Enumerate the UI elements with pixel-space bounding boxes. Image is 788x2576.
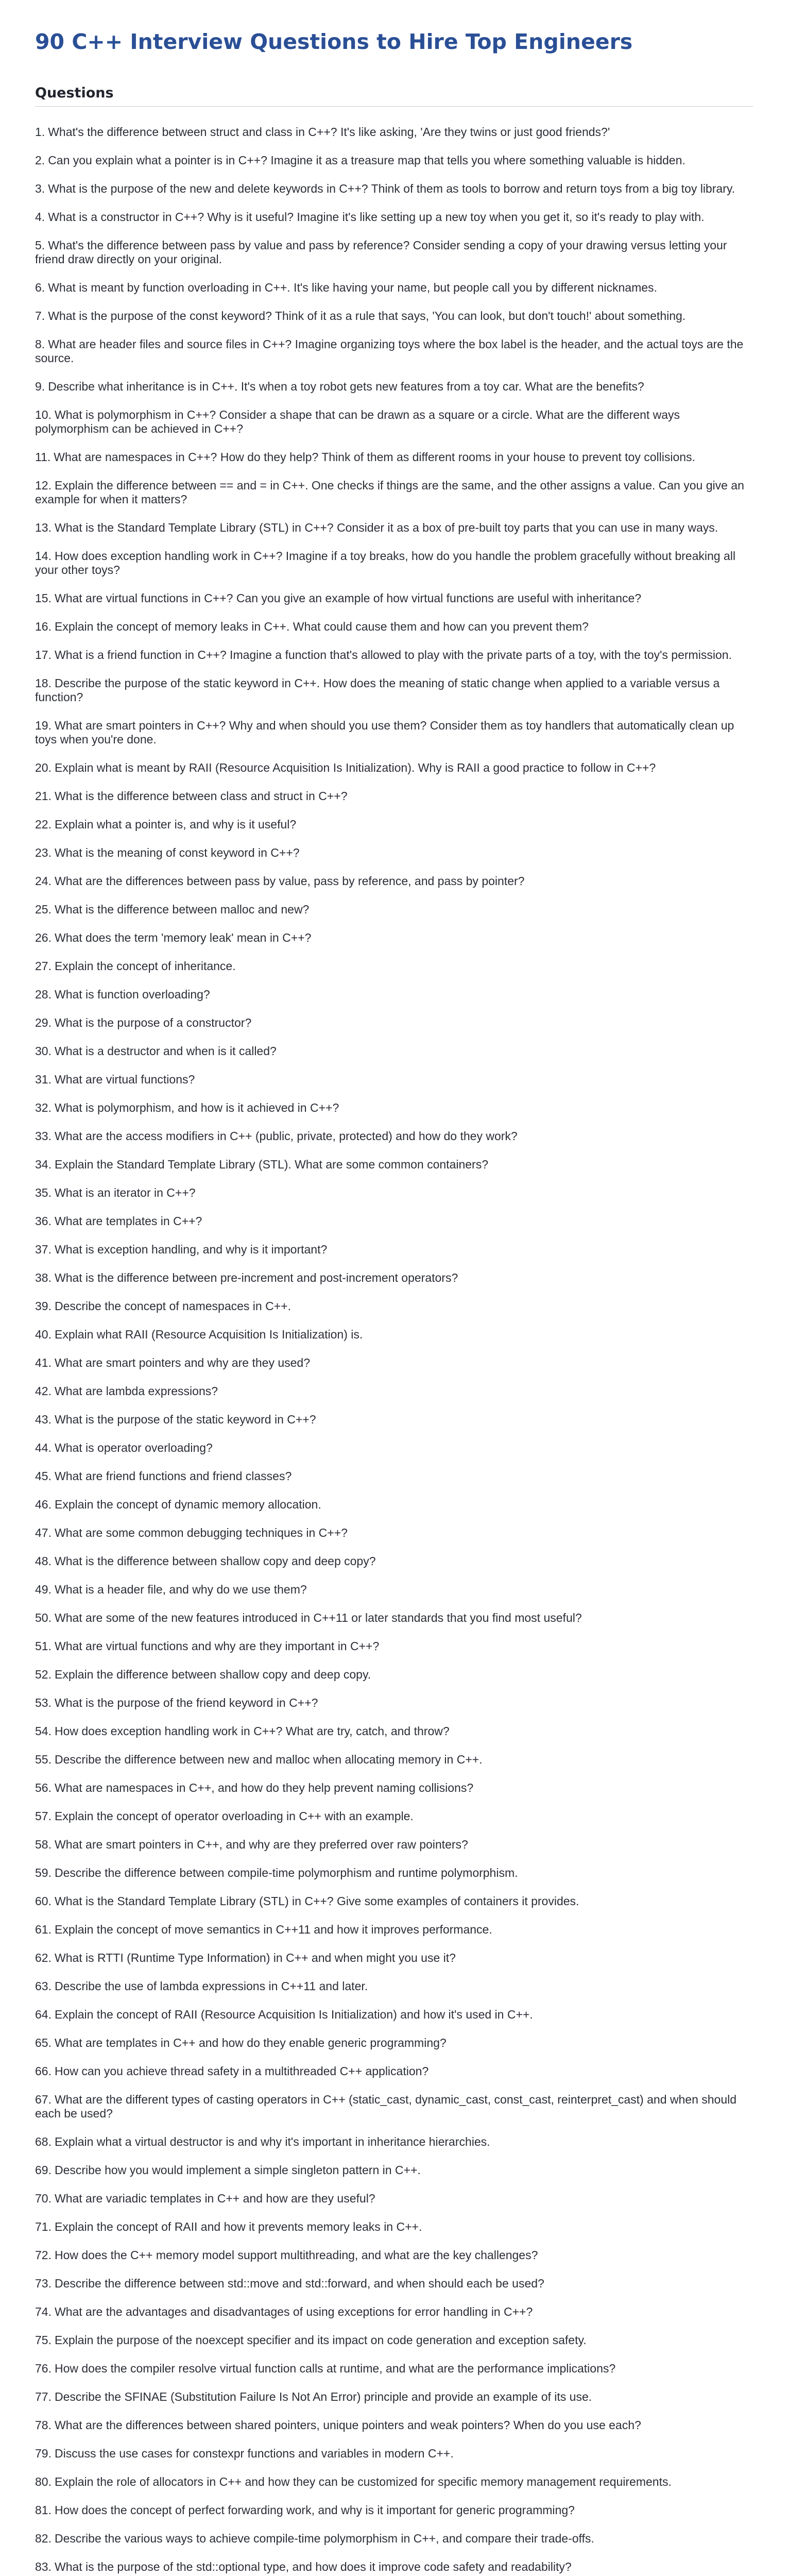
question-number: 39. bbox=[35, 1299, 52, 1313]
question-number: 37. bbox=[35, 1243, 52, 1257]
question-text: Explain what a pointer is, and why is it useful? bbox=[54, 818, 297, 832]
question-item bbox=[35, 1611, 753, 1625]
question-item bbox=[35, 789, 753, 803]
question-item bbox=[35, 1526, 753, 1540]
question-item bbox=[35, 959, 753, 973]
question-number: 12. bbox=[35, 479, 52, 493]
question-item bbox=[35, 210, 753, 224]
question-text: Can you explain what a pointer is in C++? Imagine it as a treasure map that tells you where something valuable is hidden. bbox=[48, 154, 686, 167]
question-number: 59. bbox=[35, 1866, 52, 1880]
question-item bbox=[35, 2008, 753, 2022]
question-text: What is the difference between pre-increment and post-increment operators? bbox=[54, 1271, 458, 1285]
question-text: What is the purpose of the std::optional type, and how does it improve code safety and readability? bbox=[54, 2560, 572, 2574]
question-item bbox=[35, 2064, 753, 2078]
question-item bbox=[35, 125, 753, 139]
question-text: What are namespaces in C++? How do they help? Think of them as different rooms in your house to prevent toy collisions. bbox=[54, 450, 695, 464]
question-text: What are lambda expressions? bbox=[54, 1384, 218, 1398]
question-item bbox=[35, 281, 753, 295]
question-number: 15. bbox=[35, 591, 52, 605]
question-text: Describe what inheritance is in C++. It's when a toy robot gets new features from a toy car. What are the benefits? bbox=[48, 380, 644, 394]
question-item bbox=[35, 591, 753, 605]
question-item bbox=[35, 1639, 753, 1653]
question-text: Explain the purpose of the noexcept specifier and its impact on code generation and exception safety. bbox=[54, 2333, 587, 2347]
question-text: Explain the concept of memory leaks in C++. What could cause them and how can you prevent them? bbox=[54, 620, 589, 634]
question-text: Describe the purpose of the static keyword in C++. How does the meaning of static change when applied to a variable versus a function? bbox=[35, 676, 720, 704]
question-number: 41. bbox=[35, 1356, 52, 1370]
question-text: Describe the concept of namespaces in C++. bbox=[54, 1299, 291, 1313]
question-text: What are smart pointers in C++? Why and when should you use them? Consider them as toy handlers that automatically clean up toys when you're done. bbox=[35, 719, 734, 747]
question-item bbox=[35, 1724, 753, 1738]
question-item bbox=[35, 1809, 753, 1823]
question-text: What is the meaning of const keyword in C++? bbox=[54, 846, 300, 860]
question-text: Explain what is meant by RAII (Resource Acquisition Is Initialization). Why is RAII a good practice to follow in C++? bbox=[54, 761, 656, 775]
question-text: Discuss the use cases for constexpr functions and variables in modern C++. bbox=[54, 2447, 454, 2461]
question-text: Explain the concept of move semantics in C++11 and how it improves performance. bbox=[54, 1923, 492, 1937]
question-text: What is RTTI (Runtime Type Information) in C++ and when might you use it? bbox=[54, 1951, 456, 1965]
question-number: 77. bbox=[35, 2390, 52, 2404]
question-number: 23. bbox=[35, 846, 52, 860]
question-text: What are the different types of casting operators in C++ (static_cast, dynamic_cast, const_cast, reinterpret_cast) and when should each be used? bbox=[35, 2093, 737, 2121]
question-text: Explain the concept of RAII (Resource Acquisition Is Initialization) and how it's used in C++. bbox=[54, 2008, 533, 2022]
question-item bbox=[35, 1214, 753, 1228]
question-item bbox=[35, 2220, 753, 2234]
question-text: What does the term 'memory leak' mean in C++? bbox=[54, 931, 312, 945]
question-text: What's the difference between struct and class in C++? It's like asking, 'Are they twins or just good friends?' bbox=[48, 125, 610, 139]
question-number: 63. bbox=[35, 1979, 52, 1993]
question-number: 35. bbox=[35, 1186, 52, 1200]
question-item bbox=[35, 2277, 753, 2291]
question-number: 56. bbox=[35, 1781, 52, 1795]
question-item bbox=[35, 2418, 753, 2432]
question-number: 80. bbox=[35, 2475, 52, 2489]
question-text: How does the C++ memory model support multithreading, and what are the key challenges? bbox=[54, 2248, 538, 2262]
question-item bbox=[35, 1158, 753, 1172]
question-number: 18. bbox=[35, 676, 52, 690]
page-title: 90 C++ Interview Questions to Hire Top Engineers bbox=[35, 29, 633, 54]
question-number: 50. bbox=[35, 1611, 52, 1625]
question-number: 1. bbox=[35, 125, 45, 139]
question-text: What are virtual functions in C++? Can you give an example of how virtual functions are useful with inheritance? bbox=[54, 591, 642, 605]
question-text: What are the differences between pass by value, pass by reference, and pass by pointer? bbox=[54, 874, 525, 888]
question-item bbox=[35, 1328, 753, 1342]
question-item bbox=[35, 818, 753, 832]
question-number: 22. bbox=[35, 818, 52, 832]
question-number: 65. bbox=[35, 2036, 52, 2050]
question-number: 60. bbox=[35, 1894, 52, 1908]
question-number: 10. bbox=[35, 408, 52, 422]
question-number: 69. bbox=[35, 2163, 52, 2177]
question-number: 29. bbox=[35, 1016, 52, 1030]
question-number: 78. bbox=[35, 2418, 52, 2432]
question-item bbox=[35, 2532, 753, 2546]
question-item bbox=[35, 1186, 753, 1200]
question-text: What are some common debugging techniques in C++? bbox=[54, 1526, 348, 1540]
question-text: What is the Standard Template Library (STL) in C++? Consider it as a box of pre-built toy parts that you can use in many ways. bbox=[54, 521, 718, 535]
question-text: What's the difference between pass by value and pass by reference? Consider sending a copy of your drawing versus letting your friend draw directly on your original. bbox=[35, 239, 727, 266]
question-item bbox=[35, 1668, 753, 1682]
question-text: Describe the difference between compile-time polymorphism and runtime polymorphism. bbox=[54, 1866, 518, 1880]
question-number: 48. bbox=[35, 1554, 52, 1568]
question-number: 20. bbox=[35, 761, 52, 775]
question-item bbox=[35, 903, 753, 917]
question-number: 11. bbox=[35, 450, 51, 464]
question-text: Describe the various ways to achieve compile-time polymorphism in C++, and compare their trade-offs. bbox=[54, 2532, 594, 2546]
question-item bbox=[35, 239, 753, 266]
question-item bbox=[35, 719, 753, 747]
question-number: 14. bbox=[35, 549, 52, 563]
question-text: Explain the Standard Template Library (STL). What are some common containers? bbox=[54, 1158, 489, 1172]
question-text: What are variadic templates in C++ and how are they useful? bbox=[54, 2192, 375, 2206]
question-text: What are the advantages and disadvantages of using exceptions for error handling in C++? bbox=[54, 2305, 533, 2319]
question-item bbox=[35, 761, 753, 775]
question-number: 8. bbox=[35, 337, 45, 351]
question-text: Describe the difference between std::move and std::forward, and when should each be used? bbox=[54, 2277, 544, 2291]
question-number: 75. bbox=[35, 2333, 52, 2347]
question-number: 17. bbox=[35, 648, 52, 662]
question-number: 32. bbox=[35, 1101, 52, 1115]
question-number: 62. bbox=[35, 1951, 52, 1965]
question-number: 67. bbox=[35, 2093, 52, 2107]
question-item bbox=[35, 1271, 753, 1285]
question-number: 82. bbox=[35, 2532, 52, 2546]
question-text: What is polymorphism in C++? Consider a shape that can be drawn as a square or a circle. What are the different ways polymorphism can be achieved in C++? bbox=[35, 408, 680, 436]
question-item bbox=[35, 1923, 753, 1937]
question-text: How does exception handling work in C++? Imagine if a toy breaks, how do you handle the problem gracefully without breaking all your other toys? bbox=[35, 549, 735, 577]
question-item bbox=[35, 2305, 753, 2319]
question-item bbox=[35, 1243, 753, 1257]
section-heading: Questions bbox=[35, 85, 753, 107]
question-text: What is an iterator in C++? bbox=[54, 1186, 196, 1200]
question-number: 24. bbox=[35, 874, 52, 888]
question-text: Describe the use of lambda expressions in C++11 and later. bbox=[54, 1979, 368, 1993]
question-item bbox=[35, 1299, 753, 1313]
question-number: 74. bbox=[35, 2305, 52, 2319]
question-text: What is the difference between shallow copy and deep copy? bbox=[54, 1554, 376, 1568]
question-item bbox=[35, 676, 753, 704]
question-text: What are some of the new features introduced in C++11 or later standards that you find most useful? bbox=[54, 1611, 582, 1625]
question-number: 52. bbox=[35, 1668, 52, 1682]
question-item bbox=[35, 408, 753, 436]
question-item bbox=[35, 988, 753, 1002]
question-number: 70. bbox=[35, 2192, 52, 2206]
question-number: 30. bbox=[35, 1044, 52, 1058]
question-item bbox=[35, 549, 753, 577]
question-text: What is the purpose of the static keyword in C++? bbox=[54, 1413, 316, 1427]
question-number: 83. bbox=[35, 2560, 52, 2574]
question-item bbox=[35, 1894, 753, 1908]
question-text: Explain what RAII (Resource Acquisition Is Initialization) is. bbox=[54, 1328, 363, 1342]
question-item bbox=[35, 1781, 753, 1795]
question-item bbox=[35, 931, 753, 945]
question-number: 4. bbox=[35, 210, 45, 224]
question-text: What is the purpose of the const keyword? Think of it as a rule that says, 'You can look, but don't touch!' about something. bbox=[48, 309, 686, 323]
question-text: What is operator overloading? bbox=[54, 1441, 213, 1455]
question-text: Explain the concept of RAII and how it prevents memory leaks in C++. bbox=[54, 2220, 422, 2234]
question-number: 43. bbox=[35, 1413, 52, 1427]
question-item bbox=[35, 2135, 753, 2149]
question-number: 25. bbox=[35, 903, 52, 917]
question-item bbox=[35, 1554, 753, 1568]
question-item bbox=[35, 309, 753, 323]
question-item bbox=[35, 1016, 753, 1030]
question-item bbox=[35, 1951, 753, 1965]
question-item bbox=[35, 182, 753, 196]
question-text: What is a friend function in C++? Imagine a function that's allowed to play with the private parts of a toy, with the toy's permission. bbox=[54, 648, 732, 662]
question-item bbox=[35, 2093, 753, 2121]
question-number: 76. bbox=[35, 2362, 52, 2376]
question-item bbox=[35, 2560, 753, 2574]
question-item bbox=[35, 1044, 753, 1058]
question-text: What is the difference between class and struct in C++? bbox=[54, 789, 348, 803]
question-text: Explain the difference between shallow copy and deep copy. bbox=[54, 1668, 371, 1682]
question-item bbox=[35, 1979, 753, 1993]
question-number: 40. bbox=[35, 1328, 52, 1342]
question-item bbox=[35, 2192, 753, 2206]
question-list bbox=[35, 125, 753, 2576]
question-text: Explain the role of allocators in C++ and how they can be customized for specific memory management requirements. bbox=[54, 2475, 672, 2489]
question-number: 38. bbox=[35, 1271, 52, 1285]
question-number: 27. bbox=[35, 959, 52, 973]
question-number: 13. bbox=[35, 521, 52, 535]
question-text: What are header files and source files in C++? Imagine organizing toys where the box label is the header, and the actual toys are the source. bbox=[35, 337, 744, 365]
question-number: 72. bbox=[35, 2248, 52, 2262]
question-text: What is a destructor and when is it called? bbox=[54, 1044, 277, 1058]
question-text: Explain what a virtual destructor is and why it's important in inheritance hierarchies. bbox=[54, 2135, 490, 2149]
question-number: 3. bbox=[35, 182, 45, 196]
question-item bbox=[35, 1838, 753, 1852]
question-number: 6. bbox=[35, 281, 45, 295]
question-number: 33. bbox=[35, 1129, 52, 1143]
question-item bbox=[35, 2036, 753, 2050]
question-text: What are virtual functions? bbox=[54, 1073, 195, 1087]
question-number: 16. bbox=[35, 620, 52, 634]
question-number: 79. bbox=[35, 2447, 52, 2461]
question-number: 57. bbox=[35, 1809, 52, 1823]
question-number: 58. bbox=[35, 1838, 52, 1852]
question-text: How does exception handling work in C++? What are try, catch, and throw? bbox=[54, 1724, 450, 1738]
question-text: How can you achieve thread safety in a multithreaded C++ application? bbox=[54, 2064, 429, 2078]
question-text: What is the purpose of the new and delete keywords in C++? Think of them as tools to borrow and return toys from a big toy library. bbox=[48, 182, 735, 196]
question-number: 31. bbox=[35, 1073, 52, 1087]
question-item bbox=[35, 2447, 753, 2461]
question-number: 21. bbox=[35, 789, 52, 803]
question-number: 71. bbox=[35, 2220, 52, 2234]
question-text: What is a header file, and why do we use them? bbox=[54, 1583, 307, 1597]
question-item bbox=[35, 2163, 753, 2177]
question-number: 64. bbox=[35, 2008, 52, 2022]
question-item bbox=[35, 1866, 753, 1880]
question-item bbox=[35, 1441, 753, 1455]
question-text: How does the compiler resolve virtual function calls at runtime, and what are the performance implications? bbox=[54, 2362, 616, 2376]
question-text: What is the difference between malloc and new? bbox=[54, 903, 310, 917]
question-item bbox=[35, 1696, 753, 1710]
question-item bbox=[35, 2503, 753, 2517]
question-number: 68. bbox=[35, 2135, 52, 2149]
question-number: 34. bbox=[35, 1158, 52, 1172]
question-text: What are templates in C++? bbox=[54, 1214, 202, 1228]
question-number: 73. bbox=[35, 2277, 52, 2291]
question-number: 47. bbox=[35, 1526, 52, 1540]
question-text: What is meant by function overloading in C++. It's like having your name, but people call you by different nicknames. bbox=[48, 281, 657, 295]
question-item bbox=[35, 1753, 753, 1767]
question-item bbox=[35, 2390, 753, 2404]
question-item bbox=[35, 337, 753, 365]
question-item bbox=[35, 380, 753, 394]
question-text: What are templates in C++ and how do they enable generic programming? bbox=[54, 2036, 447, 2050]
question-text: What is the Standard Template Library (STL) in C++? Give some examples of containers it provides. bbox=[54, 1894, 579, 1908]
question-item bbox=[35, 1101, 753, 1115]
question-number: 55. bbox=[35, 1753, 52, 1767]
question-text: Explain the difference between == and = in C++. One checks if things are the same, and the other assigns a value. Can you give an example for when it matters? bbox=[35, 479, 744, 506]
question-item bbox=[35, 2333, 753, 2347]
question-text: Describe how you would implement a simple singleton pattern in C++. bbox=[54, 2163, 421, 2177]
question-number: 42. bbox=[35, 1384, 52, 1398]
question-number: 46. bbox=[35, 1498, 52, 1512]
question-item bbox=[35, 1413, 753, 1427]
question-item bbox=[35, 521, 753, 535]
question-text: What is polymorphism, and how is it achieved in C++? bbox=[54, 1101, 339, 1115]
question-text: What is exception handling, and why is it important? bbox=[54, 1243, 328, 1257]
question-number: 28. bbox=[35, 988, 52, 1002]
question-item bbox=[35, 1583, 753, 1597]
question-number: 19. bbox=[35, 719, 52, 733]
question-item bbox=[35, 1498, 753, 1512]
question-number: 45. bbox=[35, 1469, 52, 1483]
question-number: 66. bbox=[35, 2064, 52, 2078]
question-text: What is the purpose of a constructor? bbox=[54, 1016, 252, 1030]
question-number: 53. bbox=[35, 1696, 52, 1710]
question-number: 81. bbox=[35, 2503, 52, 2517]
question-item bbox=[35, 874, 753, 888]
question-item bbox=[35, 2248, 753, 2262]
question-text: What are smart pointers and why are they used? bbox=[54, 1356, 311, 1370]
question-item bbox=[35, 450, 753, 464]
question-text: What is function overloading? bbox=[54, 988, 210, 1002]
question-item bbox=[35, 620, 753, 634]
question-text: Describe the difference between new and malloc when allocating memory in C++. bbox=[54, 1753, 483, 1767]
question-number: 26. bbox=[35, 931, 52, 945]
question-number: 2. bbox=[35, 154, 45, 167]
question-text: What are namespaces in C++, and how do they help prevent naming collisions? bbox=[54, 1781, 474, 1795]
question-text: Explain the concept of inheritance. bbox=[54, 959, 236, 973]
question-text: What are virtual functions and why are they important in C++? bbox=[54, 1639, 380, 1653]
question-number: 44. bbox=[35, 1441, 52, 1455]
question-text: How does the concept of perfect forwarding work, and why is it important for generic programming? bbox=[54, 2503, 575, 2517]
question-item bbox=[35, 479, 753, 506]
question-number: 49. bbox=[35, 1583, 52, 1597]
question-text: Explain the concept of operator overloading in C++ with an example. bbox=[54, 1809, 414, 1823]
question-item bbox=[35, 2475, 753, 2489]
question-number: 36. bbox=[35, 1214, 52, 1228]
question-text: What is the purpose of the friend keyword in C++? bbox=[54, 1696, 318, 1710]
question-item bbox=[35, 1073, 753, 1087]
question-item bbox=[35, 648, 753, 662]
question-text: What is a constructor in C++? Why is it useful? Imagine it's like setting up a new toy when you get it, so it's ready to play with. bbox=[48, 210, 705, 224]
question-text: Explain the concept of dynamic memory allocation. bbox=[54, 1498, 321, 1512]
question-text: What are the differences between shared pointers, unique pointers and weak pointers? When do you use each? bbox=[54, 2418, 641, 2432]
question-item bbox=[35, 1356, 753, 1370]
question-text: What are smart pointers in C++, and why are they preferred over raw pointers? bbox=[54, 1838, 468, 1852]
question-text: What are the access modifiers in C++ (public, private, protected) and how do they work? bbox=[54, 1129, 518, 1143]
question-number: 9. bbox=[35, 380, 45, 394]
question-number: 51. bbox=[35, 1639, 52, 1653]
question-item bbox=[35, 2362, 753, 2376]
question-item bbox=[35, 154, 753, 167]
question-text: What are friend functions and friend classes? bbox=[54, 1469, 292, 1483]
question-number: 7. bbox=[35, 309, 45, 323]
question-item bbox=[35, 1469, 753, 1483]
question-item bbox=[35, 1129, 753, 1143]
question-number: 54. bbox=[35, 1724, 52, 1738]
question-number: 5. bbox=[35, 239, 45, 252]
question-item bbox=[35, 846, 753, 860]
question-item bbox=[35, 1384, 753, 1398]
question-number: 61. bbox=[35, 1923, 52, 1937]
question-text: Describe the SFINAE (Substitution Failure Is Not An Error) principle and provide an example of its use. bbox=[54, 2390, 592, 2404]
